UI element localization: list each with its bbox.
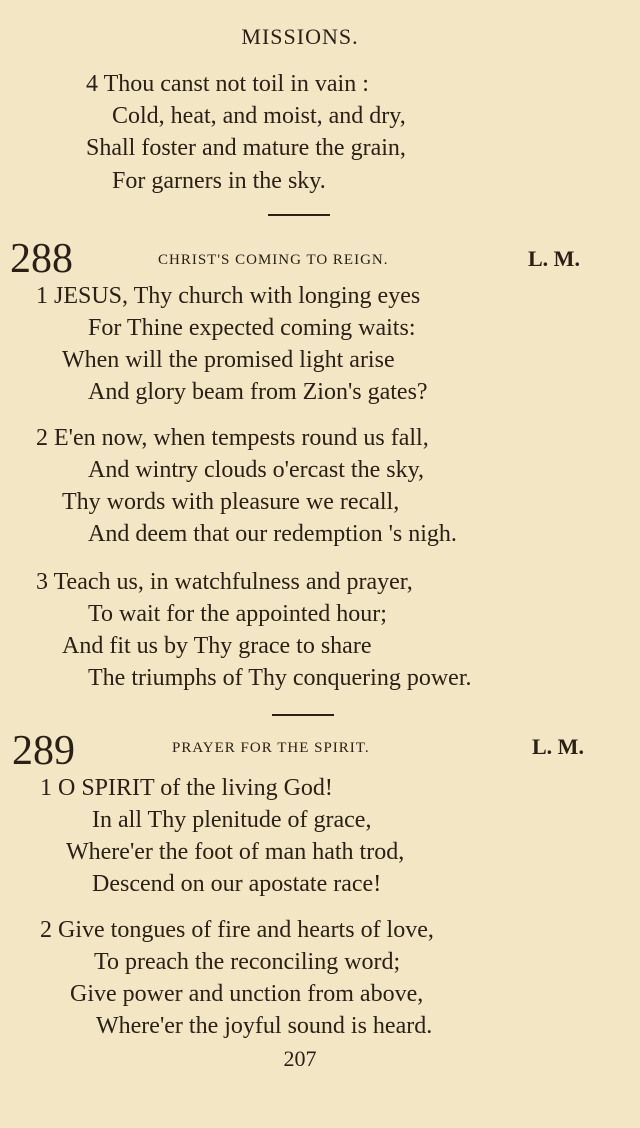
stanza-line: 1 JESUS, Thy church with longing eyes: [36, 283, 421, 309]
stanza-line: Shall foster and mature the grain,: [86, 135, 406, 161]
stanza-line: For Thine expected coming waits:: [88, 315, 416, 341]
stanza-line: 4 Thou canst not toil in vain :: [86, 71, 369, 97]
stanza-line: 2 E'en now, when tempests round us fall,: [36, 425, 429, 451]
hymn-title: CHRIST'S COMING TO REIGN.: [158, 252, 389, 268]
stanza-line: And deem that our redemption 's nigh.: [88, 521, 457, 547]
stanza-line: And glory beam from Zion's gates?: [88, 379, 428, 405]
stanza-line: When will the promised light arise: [62, 347, 395, 373]
stanza-line: To wait for the appointed hour;: [88, 601, 387, 627]
stanza-line: In all Thy plenitude of grace,: [92, 807, 372, 833]
hymn-title: PRAYER FOR THE SPIRIT.: [172, 740, 370, 756]
section-divider: [268, 214, 330, 216]
stanza-line: Where'er the joyful sound is heard.: [96, 1013, 433, 1039]
stanza-line: And fit us by Thy grace to share: [62, 633, 372, 659]
page-number: 207: [283, 1046, 317, 1071]
hymn-number: 288: [10, 236, 73, 282]
hymn-meter: L. M.: [528, 246, 580, 271]
stanza-line: 2 Give tongues of fire and hearts of love,: [40, 917, 434, 943]
stanza-line: To preach the reconciling word;: [94, 949, 401, 975]
stanza-line: And wintry clouds o'ercast the sky,: [88, 457, 425, 483]
section-divider: [272, 714, 334, 716]
stanza-line: 1 O SPIRIT of the living God!: [40, 775, 333, 801]
stanza-line: Thy words with pleasure we recall,: [62, 489, 400, 515]
stanza-line: 3 Teach us, in watchfulness and prayer,: [36, 569, 413, 595]
stanza-line: Give power and unction from above,: [70, 981, 424, 1007]
stanza-line: For garners in the sky.: [112, 168, 326, 194]
stanza-line: The triumphs of Thy conquering power.: [88, 665, 472, 691]
stanza-line: Cold, heat, and moist, and dry,: [112, 103, 406, 129]
hymn-meter: L. M.: [532, 734, 584, 759]
page-header: MISSIONS.: [241, 24, 359, 49]
hymn-number: 289: [12, 728, 75, 774]
stanza-line: Descend on our apostate race!: [92, 871, 382, 897]
stanza-line: Where'er the foot of man hath trod,: [66, 839, 405, 865]
